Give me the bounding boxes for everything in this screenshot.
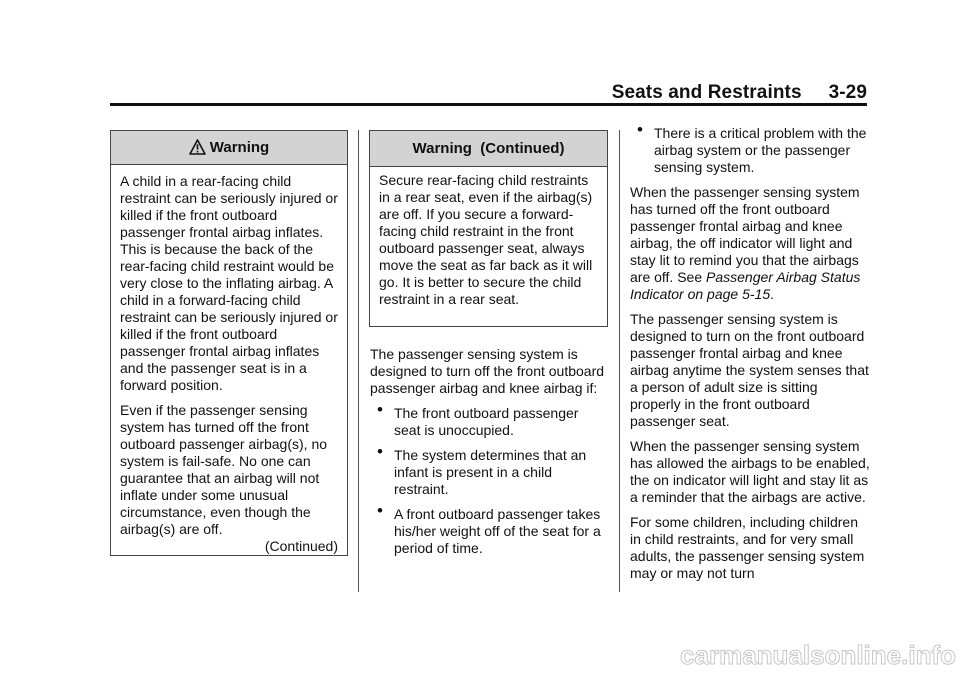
header-text xyxy=(612,82,867,104)
column-divider-1 xyxy=(358,130,359,592)
on-indicator-paragraph: When the passenger sensing system has allowed the airbags to be enabled, the on indicator will light and stay lit as a reminder that the airbags are active. xyxy=(630,438,870,505)
bullet-item: • There is a critical problem with the airbag system or the passenger sensing system. xyxy=(630,125,870,176)
column-2-body xyxy=(370,346,608,565)
watermark xyxy=(620,634,960,674)
page-number: 3-29 xyxy=(828,82,867,103)
continued-label: (Continued) xyxy=(264,538,338,554)
warning-body xyxy=(111,165,347,555)
warning-paragraph-2: Even if the passenger sensing system has turned off the front outboard passenger airbag(s), no system is fail-safe. No one can guarantee that an airbag will not inflate under some unusual circumstance, even though the airbag(s) are off. xyxy=(120,402,328,537)
warning-continued-box xyxy=(369,130,608,327)
header-rule xyxy=(110,103,867,106)
off-indicator-end: . xyxy=(770,286,774,302)
section-title: Seats and Restraints xyxy=(611,82,802,103)
off-indicator-paragraph xyxy=(630,184,870,303)
warning-box xyxy=(110,130,348,556)
warning-continued-title: Warning (Continued) xyxy=(412,140,565,157)
warning-continued-header xyxy=(370,131,607,167)
children-paragraph: For some children, including children in child restraints, and for very small adults, the passenger sensing system may or may not turn xyxy=(630,514,865,581)
intro-paragraph: The passenger sensing system is designed to turn off the front outboard passenger airbag and knee airbag if: xyxy=(370,346,605,396)
off-indicator-text: When the passenger sensing system has turned off the front outboard passenger frontal airbag and knee airbag, the off indicator will light and stay lit to remind you that the airbags are off. See xyxy=(630,184,860,285)
watermark-text: carmanualsonline.info xyxy=(680,640,956,670)
warning-triangle-icon xyxy=(189,139,206,155)
column-3-body xyxy=(630,125,870,590)
warning-continued-body xyxy=(370,167,607,308)
turn-on-paragraph: The passenger sensing system is designed to turn on the front outboard passenger frontal airbag and knee airbag anytime the system senses that a person of adult size is sitting properly in the front outboard passenger seat. xyxy=(630,311,869,429)
bullet-item: • The front outboard passenger seat is unoccupied. xyxy=(370,405,608,439)
warning-paragraph-1: A child in a rear-facing child restraint can be seriously injured or killed if the front outboard passenger frontal airbag inflates. This is because the back of the rear-facing child restraint would be very close to the inflating airbag. A child in a forward-facing child restraint can be seriously injured or killed if the front outboard passenger frontal airbag inflates and the passenger seat is in a forward position. xyxy=(120,173,338,393)
warning-continued-paragraph: Secure rear-facing child restraints in a rear seat, even if the airbag(s) are off. If you secure a forward-facing child restraint in the front outboard passenger seat, always move the seat as far back as it will go. It is better to secure the child restraint in a rear seat. xyxy=(379,172,593,307)
bullet-item: • The system determines that an infant is present in a child restraint. xyxy=(370,447,608,498)
bullet-item: • A front outboard passenger takes his/her weight off of the seat for a period of time. xyxy=(370,506,608,557)
column-divider-2 xyxy=(619,130,620,592)
warning-title: Warning xyxy=(209,139,270,156)
cross-reference-link[interactable]: Passenger Airbag Status Indicator on page 5-15 xyxy=(630,269,861,302)
warning-header xyxy=(111,131,347,165)
